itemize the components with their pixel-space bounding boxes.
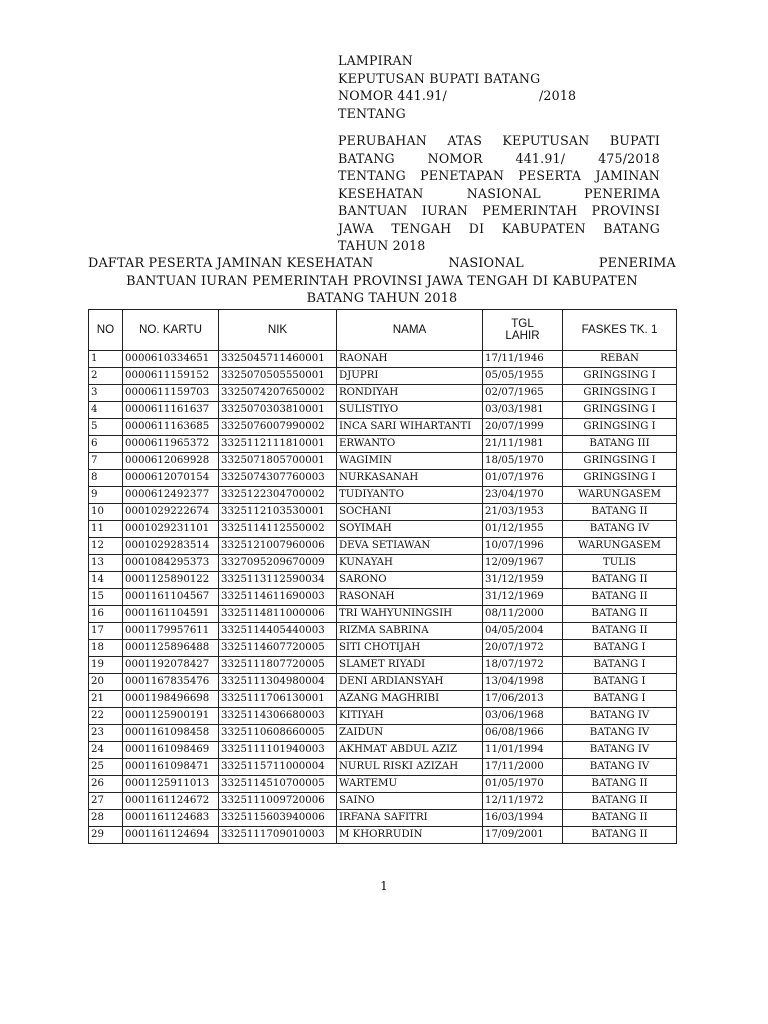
col-header-nik: NIK (219, 310, 337, 351)
row-nama: DEVA SETIAWAN (337, 538, 483, 555)
row-nama: AZANG MAGHRIBI (337, 691, 483, 708)
row-tgl-lahir: 21/11/1981 (483, 436, 563, 453)
row-no: 21 (89, 691, 123, 708)
table-row (89, 368, 677, 385)
page-number: 1 (380, 879, 388, 893)
row-kartu: 0001192078427 (123, 657, 219, 674)
row-no: 25 (89, 759, 123, 776)
row-nama: TRI WAHYUNINGSIH (337, 606, 483, 623)
perihal-line: TENTANG PENETAPAN PESERTA JAMINAN (338, 168, 660, 183)
row-tgl-lahir: 02/07/1965 (483, 385, 563, 402)
row-faskes: BATANG I (563, 640, 677, 657)
row-nik: 3325110608660005 (219, 725, 337, 742)
row-faskes: BATANG I (563, 657, 677, 674)
row-nik: 3327095209670009 (219, 555, 337, 572)
row-no: 10 (89, 504, 123, 521)
row-kartu: 0000612069928 (123, 453, 219, 470)
row-faskes: GRINGSING I (563, 453, 677, 470)
row-tgl-lahir: 08/11/2000 (483, 606, 563, 623)
table-row (89, 810, 677, 827)
title-line-1 (88, 255, 676, 273)
col-header-faskes: FASKES TK. 1 (563, 310, 677, 351)
table-row (89, 436, 677, 453)
row-nik: 3325045711460001 (219, 351, 337, 368)
row-faskes: GRINGSING I (563, 385, 677, 402)
row-no: 1 (89, 351, 123, 368)
row-nama: NURKASANAH (337, 470, 483, 487)
row-no: 15 (89, 589, 123, 606)
row-kartu: 0001161098458 (123, 725, 219, 742)
row-tgl-lahir: 10/07/1996 (483, 538, 563, 555)
row-faskes: BATANG II (563, 810, 677, 827)
row-no: 19 (89, 657, 123, 674)
row-nama: RONDIYAH (337, 385, 483, 402)
row-faskes: BATANG III (563, 436, 677, 453)
participant-table (88, 309, 677, 844)
row-nik: 3325113112590034 (219, 572, 337, 589)
row-nama: IRFANA SAFITRI (337, 810, 483, 827)
keputusan-label: KEPUTUSAN BUPATI BATANG (338, 70, 541, 86)
row-tgl-lahir: 12/09/1967 (483, 555, 563, 572)
row-tgl-lahir: 11/01/1994 (483, 742, 563, 759)
row-nik: 3325111709010003 (219, 827, 337, 844)
row-no: 6 (89, 436, 123, 453)
row-tgl-lahir: 03/06/1968 (483, 708, 563, 725)
row-no: 4 (89, 402, 123, 419)
row-kartu: 0001167835476 (123, 674, 219, 691)
row-no: 12 (89, 538, 123, 555)
row-no: 20 (89, 674, 123, 691)
row-tgl-lahir: 17/11/2000 (483, 759, 563, 776)
table-row (89, 555, 677, 572)
table-row (89, 487, 677, 504)
row-no: 2 (89, 368, 123, 385)
row-nama: RIZMA SABRINA (337, 623, 483, 640)
table-row (89, 606, 677, 623)
row-nik: 3325114306680003 (219, 708, 337, 725)
row-faskes: TULIS (563, 555, 677, 572)
row-kartu: 0001029222674 (123, 504, 219, 521)
row-kartu: 0000612492377 (123, 487, 219, 504)
row-tgl-lahir: 13/04/1998 (483, 674, 563, 691)
row-faskes: BATANG II (563, 827, 677, 844)
row-kartu: 0001161104567 (123, 589, 219, 606)
row-nama: ZAIDUN (337, 725, 483, 742)
row-nama: KUNAYAH (337, 555, 483, 572)
row-nik: 3325114607720005 (219, 640, 337, 657)
row-no: 17 (89, 623, 123, 640)
row-tgl-lahir: 06/08/1966 (483, 725, 563, 742)
nomor-left: NOMOR 441.91/ (338, 88, 447, 103)
row-faskes: REBAN (563, 351, 677, 368)
row-tgl-lahir: 16/03/1994 (483, 810, 563, 827)
row-nik: 3325111304980004 (219, 674, 337, 691)
row-kartu: 0000610334651 (123, 351, 219, 368)
row-nama: RAONAH (337, 351, 483, 368)
row-tgl-lahir: 18/07/1972 (483, 657, 563, 674)
row-tgl-lahir: 12/11/1972 (483, 793, 563, 810)
row-faskes: BATANG II (563, 776, 677, 793)
row-kartu: 0000611163685 (123, 419, 219, 436)
row-no: 24 (89, 742, 123, 759)
row-nama: RASONAH (337, 589, 483, 606)
row-kartu: 0000611965372 (123, 436, 219, 453)
row-nama: AKHMAT ABDUL AZIZ (337, 742, 483, 759)
row-faskes: BATANG II (563, 589, 677, 606)
table-row (89, 572, 677, 589)
row-nama: SAINO (337, 793, 483, 810)
table-row (89, 623, 677, 640)
row-kartu: 0001179957611 (123, 623, 219, 640)
row-tgl-lahir: 04/05/2004 (483, 623, 563, 640)
title-line-2: BANTUAN IURAN PEMERINTAH PROVINSI JAWA TENGAH DI KABUPATEN (126, 273, 638, 289)
row-no: 5 (89, 419, 123, 436)
row-nama: WAGIMIN (337, 453, 483, 470)
perihal-line: JAWA TENGAH DI KABUPATEN BATANG (338, 220, 660, 236)
row-faskes: BATANG I (563, 691, 677, 708)
row-no: 3 (89, 385, 123, 402)
col-header-no: NO (89, 310, 123, 351)
row-faskes: GRINGSING I (563, 402, 677, 419)
row-tgl-lahir: 18/05/1970 (483, 453, 563, 470)
row-no: 11 (89, 521, 123, 538)
title-word: NASIONAL (448, 256, 524, 271)
row-nik: 3325114405440003 (219, 623, 337, 640)
row-faskes: BATANG II (563, 606, 677, 623)
table-row (89, 453, 677, 470)
row-faskes: BATANG IV (563, 708, 677, 725)
row-kartu: 0001084295373 (123, 555, 219, 572)
row-kartu: 0001125900191 (123, 708, 219, 725)
row-kartu: 0000612070154 (123, 470, 219, 487)
lampiran-label: LAMPIRAN (338, 53, 413, 68)
row-kartu: 0001161124683 (123, 810, 219, 827)
row-no: 27 (89, 793, 123, 810)
row-nik: 3325070303810001 (219, 402, 337, 419)
row-no: 28 (89, 810, 123, 827)
row-nik: 3325115711000004 (219, 759, 337, 776)
row-faskes: BATANG IV (563, 759, 677, 776)
table-body (89, 351, 677, 844)
row-no: 16 (89, 606, 123, 623)
row-nik: 3325121007960006 (219, 538, 337, 555)
row-tgl-lahir: 03/03/1981 (483, 402, 563, 419)
row-nama: TUDIYANTO (337, 487, 483, 504)
row-tgl-lahir: 21/03/1953 (483, 504, 563, 521)
row-faskes: GRINGSING I (563, 470, 677, 487)
row-faskes: BATANG II (563, 623, 677, 640)
col-header-kartu: NO. KARTU (123, 310, 219, 351)
table-header-row (89, 310, 677, 351)
row-faskes: WARUNGASEM (563, 487, 677, 504)
row-nik: 3325111807720005 (219, 657, 337, 674)
lampiran-header (338, 52, 660, 255)
row-faskes: BATANG IV (563, 742, 677, 759)
row-nik: 3325115603940006 (219, 810, 337, 827)
row-nik: 3325111009720006 (219, 793, 337, 810)
row-faskes: BATANG II (563, 504, 677, 521)
nomor-line (338, 87, 660, 105)
row-kartu: 0001161124672 (123, 793, 219, 810)
table-row (89, 776, 677, 793)
tentang-label: TENTANG (338, 105, 406, 121)
row-no: 8 (89, 470, 123, 487)
row-nik: 3325074307760003 (219, 470, 337, 487)
row-kartu: 0000611159703 (123, 385, 219, 402)
table-row (89, 589, 677, 606)
row-nama: ERWANTO (337, 436, 483, 453)
row-faskes: BATANG IV (563, 725, 677, 742)
table-row (89, 759, 677, 776)
row-no: 26 (89, 776, 123, 793)
row-nik: 3325112111810001 (219, 436, 337, 453)
table-row (89, 691, 677, 708)
table-row (89, 640, 677, 657)
row-kartu: 0001125911013 (123, 776, 219, 793)
row-nama: SULISTIYO (337, 402, 483, 419)
row-tgl-lahir: 01/05/1970 (483, 776, 563, 793)
table-row (89, 521, 677, 538)
row-nama: DJUPRI (337, 368, 483, 385)
row-nik: 3325074207650002 (219, 385, 337, 402)
row-kartu: 0000611159152 (123, 368, 219, 385)
row-kartu: 0000611161637 (123, 402, 219, 419)
row-faskes: GRINGSING I (563, 419, 677, 436)
table-row (89, 827, 677, 844)
row-faskes: GRINGSING I (563, 368, 677, 385)
row-tgl-lahir: 01/07/1976 (483, 470, 563, 487)
row-nik: 3325122304700002 (219, 487, 337, 504)
row-kartu: 0001161124694 (123, 827, 219, 844)
row-tgl-lahir: 17/06/2013 (483, 691, 563, 708)
row-tgl-lahir: 17/09/2001 (483, 827, 563, 844)
table-row (89, 793, 677, 810)
col-header-tgl-lahir (483, 310, 563, 351)
row-nama: SLAMET RIYADI (337, 657, 483, 674)
row-nik: 3325114112550002 (219, 521, 337, 538)
table-row (89, 538, 677, 555)
row-kartu: 0001161098471 (123, 759, 219, 776)
row-tgl-lahir: 31/12/1959 (483, 572, 563, 589)
row-faskes: WARUNGASEM (563, 538, 677, 555)
row-kartu: 0001161098469 (123, 742, 219, 759)
row-faskes: BATANG II (563, 793, 677, 810)
row-tgl-lahir: 05/05/1955 (483, 368, 563, 385)
row-tgl-lahir: 31/12/1969 (483, 589, 563, 606)
table-row (89, 674, 677, 691)
title-word: PENERIMA (598, 256, 676, 271)
row-no: 18 (89, 640, 123, 657)
row-no: 13 (89, 555, 123, 572)
perihal-line: TAHUN 2018 (338, 238, 426, 253)
col-header-nama: NAMA (337, 310, 483, 351)
row-nama: NURUL RISKI AZIZAH (337, 759, 483, 776)
row-tgl-lahir: 23/04/1970 (483, 487, 563, 504)
row-no: 22 (89, 708, 123, 725)
row-no: 7 (89, 453, 123, 470)
row-nama: WARTEMU (337, 776, 483, 793)
row-no: 14 (89, 572, 123, 589)
perihal-line: BATANG NOMOR 441.91/ 475/2018 (338, 150, 660, 166)
tgl-header-line: TGL (511, 317, 534, 330)
row-no: 23 (89, 725, 123, 742)
row-nik: 3325114510700005 (219, 776, 337, 793)
row-nama: SITI CHOTIJAH (337, 640, 483, 657)
row-nik: 3325076007990002 (219, 419, 337, 436)
row-tgl-lahir: 20/07/1972 (483, 640, 563, 657)
table-row (89, 708, 677, 725)
row-nama: SARONO (337, 572, 483, 589)
row-kartu: 0001029283514 (123, 538, 219, 555)
row-nik: 3325114811000006 (219, 606, 337, 623)
row-nik: 3325112103530001 (219, 504, 337, 521)
table-row (89, 657, 677, 674)
row-nik: 3325111101940003 (219, 742, 337, 759)
table-row (89, 385, 677, 402)
row-nama: INCA SARI WIHARTANTI (337, 419, 483, 436)
row-nama: M KHORRUDIN (337, 827, 483, 844)
table-row (89, 402, 677, 419)
table-row (89, 742, 677, 759)
perihal-line: KESEHATAN NASIONAL PENERIMA (338, 185, 660, 201)
row-kartu: 0001198496698 (123, 691, 219, 708)
perihal-block (338, 132, 660, 255)
row-faskes: BATANG I (563, 674, 677, 691)
title-word: DAFTAR PESERTA JAMINAN KESEHATAN (88, 256, 374, 271)
row-nik: 3325111706130001 (219, 691, 337, 708)
row-tgl-lahir: 20/07/1999 (483, 419, 563, 436)
row-faskes: BATANG IV (563, 521, 677, 538)
row-kartu: 0001161104591 (123, 606, 219, 623)
perihal-line: BANTUAN IURAN PEMERINTAH PROVINSI (338, 203, 660, 218)
table-row (89, 419, 677, 436)
table-row (89, 725, 677, 742)
row-nik: 3325071805700001 (219, 453, 337, 470)
row-nik: 3325114611690003 (219, 589, 337, 606)
table-row (89, 470, 677, 487)
title-line-3: BATANG TAHUN 2018 (306, 291, 458, 306)
row-tgl-lahir: 01/12/1955 (483, 521, 563, 538)
row-kartu: 0001125896488 (123, 640, 219, 657)
perihal-line: PERUBAHAN ATAS KEPUTUSAN BUPATI (338, 133, 660, 148)
nomor-right: /2018 (538, 88, 577, 103)
row-faskes: BATANG II (563, 572, 677, 589)
row-nama: DENI ARDIANSYAH (337, 674, 483, 691)
row-no: 9 (89, 487, 123, 504)
lahir-header-line: LAHIR (505, 329, 540, 342)
row-nik: 3325070505550001 (219, 368, 337, 385)
row-tgl-lahir: 17/11/1946 (483, 351, 563, 368)
table-row (89, 504, 677, 521)
row-nama: SOYIMAH (337, 521, 483, 538)
row-kartu: 0001029231101 (123, 521, 219, 538)
row-no: 29 (89, 827, 123, 844)
table-row (89, 351, 677, 368)
row-kartu: 0001125890122 (123, 572, 219, 589)
row-nama: SOCHANI (337, 504, 483, 521)
document-title (88, 255, 676, 308)
row-nama: KITIYAH (337, 708, 483, 725)
